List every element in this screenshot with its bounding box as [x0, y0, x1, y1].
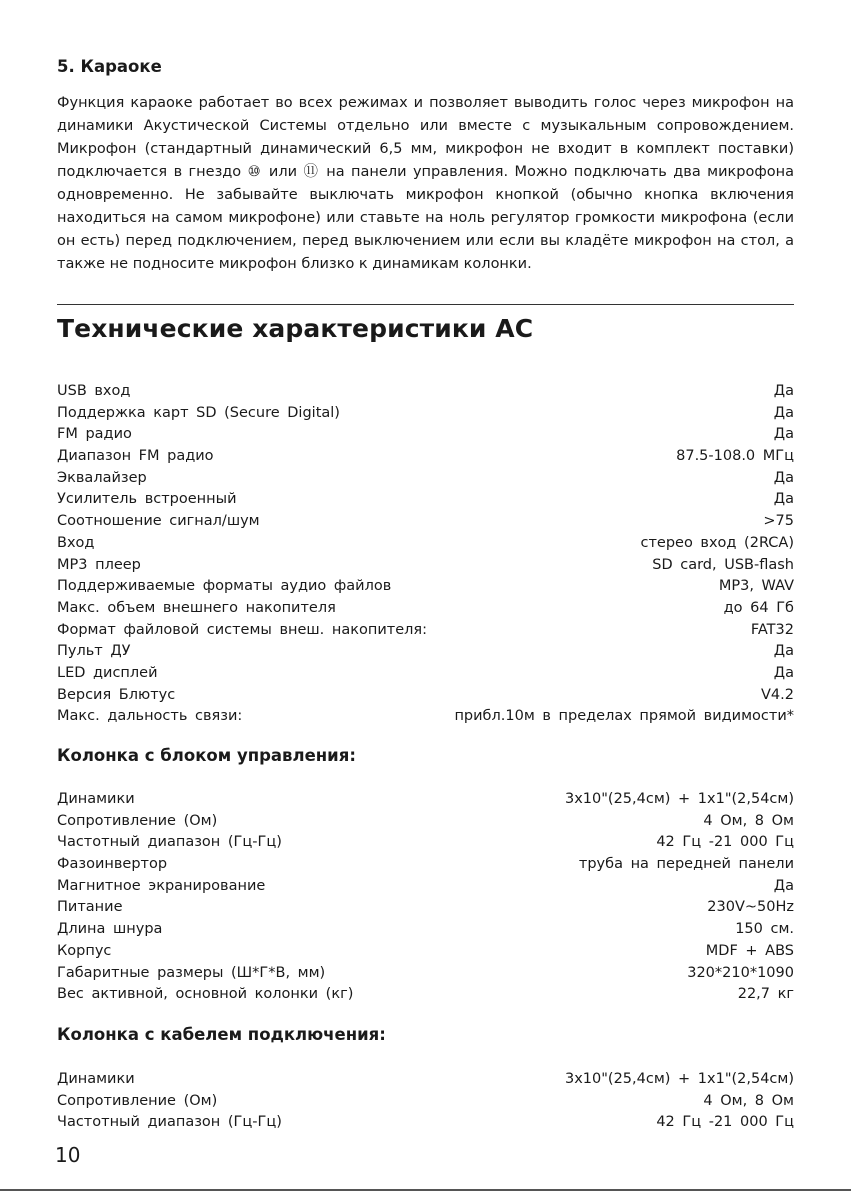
spec-row — [57, 897, 794, 919]
spec-label: Вход — [57, 534, 95, 551]
spec-value: 320*210*1090 — [687, 964, 794, 981]
spec-label: Поддержка карт SD (Secure Digital) — [57, 404, 340, 421]
spec-label: Габаритные размеры (Ш*Г*В, мм) — [57, 964, 326, 981]
spec-row — [57, 489, 794, 511]
spec-value: стерео вход (2RCA) — [640, 534, 794, 551]
spec-value: прибл.10м в пределах прямой видимости* — [454, 708, 794, 725]
spec-value: 4 Ом, 8 Ом — [703, 812, 794, 829]
bottom-border — [0, 1189, 851, 1191]
spec-row — [57, 1091, 794, 1113]
control-speaker-heading: Колонка с блоком управления: — [57, 746, 356, 765]
spec-row — [57, 403, 794, 425]
spec-value: до 64 Гб — [723, 599, 794, 616]
spec-label: Сопротивление (Ом) — [57, 1092, 218, 1109]
spec-label: Фазоинвертор — [57, 856, 168, 873]
karaoke-paragraph: Функция караоке работает во всех режимах и позволяет выводить голос через микрофон на динамики Акустической Системы отдельно или вместе с музыкальным сопровождением. Микрофон (стандартный динамический 6,5 мм, микрофон не входит в комплект поставки) подключается в гнездо ⑩ или ⑪ на панели управления. Можно подключать два микрофона одновременно. Не забывайте выключать микрофон кнопкой (обычно кнопка включения находиться на самом микрофоне) или ставьте на ноль регулятор громкости микрофона (если он есть) перед подключением, перед выключением или если вы кладёте микрофон на стол, а также не подносите микрофон близко к динамикам колонки. — [57, 95, 794, 272]
spec-value: Да — [773, 383, 794, 399]
spec-label: Поддерживаемые форматы аудио файлов — [57, 578, 392, 595]
spec-label: Усилитель встроенный — [57, 491, 237, 508]
spec-value: Да — [773, 491, 794, 508]
spec-value: FAT32 — [750, 621, 794, 638]
spec-row — [57, 468, 794, 490]
spec-value: MP3, WAV — [718, 578, 794, 595]
spec-label: Пульт ДУ — [57, 643, 131, 660]
spec-value: Да — [773, 404, 794, 421]
spec-value: Да — [773, 426, 794, 443]
spec-row — [57, 832, 794, 854]
spec-value: SD card, USB-flash — [652, 556, 794, 573]
spec-label: Динамики — [57, 1071, 135, 1087]
spec-label: FM радио — [57, 426, 132, 443]
spec-label: Вес активной, основной колонки (кг) — [57, 986, 354, 1003]
spec-label: Сопротивление (Ом) — [57, 812, 218, 829]
spec-label: Макс. объем внешнего накопителя — [57, 599, 336, 616]
spec-value: 3x10"(25,4см) + 1x1"(2,54см) — [564, 1071, 794, 1087]
spec-label: Частотный диапазон (Гц-Гц) — [57, 834, 282, 851]
spec-value: Да — [773, 877, 794, 894]
spec-label: Магнитное экранирование — [57, 877, 266, 894]
cable-speaker-heading: Колонка с кабелем подключения: — [57, 1025, 386, 1044]
spec-value: 22,7 кг — [737, 986, 794, 1003]
spec-row — [57, 576, 794, 598]
spec-label: Эквалайзер — [57, 469, 147, 486]
cable-speaker-specs — [57, 1069, 794, 1134]
spec-row — [57, 555, 794, 577]
spec-row — [57, 511, 794, 533]
spec-row — [57, 854, 794, 876]
tech-specs-list — [57, 381, 794, 728]
spec-row — [57, 1112, 794, 1134]
spec-row — [57, 446, 794, 468]
spec-row — [57, 984, 794, 1006]
spec-value: 87.5-108.0 МГц — [676, 448, 794, 465]
spec-label: Динамики — [57, 791, 135, 807]
spec-value: V4.2 — [761, 686, 794, 703]
spec-row — [57, 685, 794, 707]
spec-value: 4 Ом, 8 Ом — [703, 1092, 794, 1109]
control-speaker-specs — [57, 789, 794, 1006]
spec-row — [57, 533, 794, 555]
spec-label: Длина шнура — [57, 921, 163, 938]
spec-row — [57, 941, 794, 963]
spec-value: Да — [773, 664, 794, 681]
spec-label: Питание — [57, 899, 123, 916]
spec-row — [57, 620, 794, 642]
spec-label: MP3 плеер — [57, 556, 141, 573]
spec-value: Да — [773, 643, 794, 660]
spec-row — [57, 876, 794, 898]
spec-row — [57, 1069, 794, 1091]
spec-value: 230V~50Hz — [707, 899, 794, 916]
spec-row — [57, 811, 794, 833]
spec-value: MDF + ABS — [705, 942, 794, 959]
spec-value: труба на передней панели — [578, 856, 794, 873]
spec-label: Формат файловой системы внеш. накопителя: — [57, 621, 428, 638]
spec-row — [57, 381, 794, 403]
spec-row — [57, 424, 794, 446]
spec-label: Диапазон FM радио — [57, 448, 214, 465]
section-divider — [57, 304, 794, 305]
spec-row — [57, 919, 794, 941]
spec-label: Соотношение сигнал/шум — [57, 513, 260, 530]
spec-row — [57, 963, 794, 985]
spec-row — [57, 598, 794, 620]
spec-label: LED дисплей — [57, 664, 158, 681]
spec-label: Макс. дальность связи: — [57, 708, 243, 725]
spec-label: Корпус — [57, 942, 112, 959]
karaoke-heading: 5. Караоке — [57, 57, 162, 76]
spec-label: USB вход — [57, 383, 131, 399]
tech-specs-heading: Технические характеристики АС — [57, 314, 534, 343]
spec-value: 42 Гц -21 000 Гц — [656, 834, 794, 851]
spec-value: 42 Гц -21 000 Гц — [656, 1114, 794, 1131]
spec-value: 3x10"(25,4см) + 1x1"(2,54см) — [564, 791, 794, 807]
spec-label: Частотный диапазон (Гц-Гц) — [57, 1114, 282, 1131]
spec-row — [57, 789, 794, 811]
spec-row — [57, 706, 794, 728]
spec-label: Версия Блютус — [57, 686, 176, 703]
spec-value: >75 — [763, 513, 794, 530]
spec-value: 150 см. — [735, 921, 794, 938]
spec-row — [57, 641, 794, 663]
page-number: 10 — [55, 1143, 81, 1167]
spec-row — [57, 663, 794, 685]
spec-value: Да — [773, 469, 794, 486]
